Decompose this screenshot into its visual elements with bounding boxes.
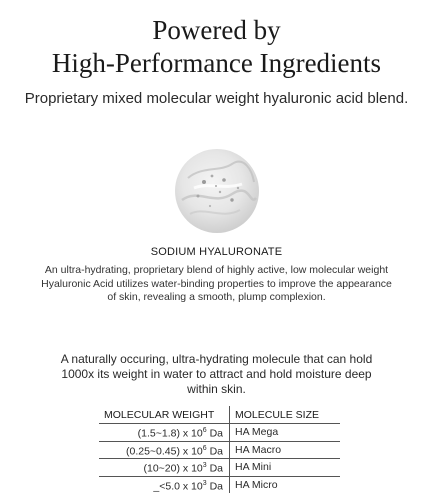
molecular-weight-table	[99, 406, 340, 493]
molecule-size-cell: HA Macro	[230, 441, 341, 459]
ingredient-name: SODIUM HYALURONATE	[150, 246, 283, 258]
molecule-size-cell: HA Mini	[230, 459, 341, 477]
header-molecular-weight: MOLECULAR WEIGHT	[99, 406, 230, 424]
header-molecule-size: MOLECULE SIZE	[230, 406, 341, 424]
title-line-2: High-Performance Ingredients	[51, 48, 382, 78]
ingredient-description: An ultra-hydrating, proprietary blend of highly active, low molecular weight Hyaluronic Acid utilizes water-binding properties to improve the appearance of skin, revealing a smooth, plump complexion.	[41, 264, 392, 303]
table-row	[99, 476, 340, 493]
molecule-size-cell: HA Mega	[230, 424, 341, 442]
subtitle: Proprietary mixed molecular weight hyaluronic acid blend.	[24, 90, 409, 107]
molecular-weight-cell: (0.25~0.45) x $10^6$ Da	[99, 441, 230, 459]
molecular-weight-cell: (1.5~1.8) x $10^6$ Da	[99, 424, 230, 442]
table-row	[99, 441, 340, 459]
molecular-weight-cell: _<5.0 x $10^3$ Da	[153, 479, 223, 492]
table-row	[99, 424, 340, 442]
molecular-weight-cell: (10~20) x $10^3$ Da	[99, 459, 230, 477]
hyaluronic-intro: A naturally occuring, ultra-hydrating molecule that can hold 1000x its weight in water to attract and hold moisture deep within skin.	[60, 352, 373, 396]
title-line-1: Powered by	[152, 15, 281, 45]
hyaluronic-gel-image	[174, 148, 260, 234]
molecule-size-cell: HA Micro	[230, 476, 341, 493]
table-row	[99, 459, 340, 477]
table-header-row	[99, 406, 340, 424]
